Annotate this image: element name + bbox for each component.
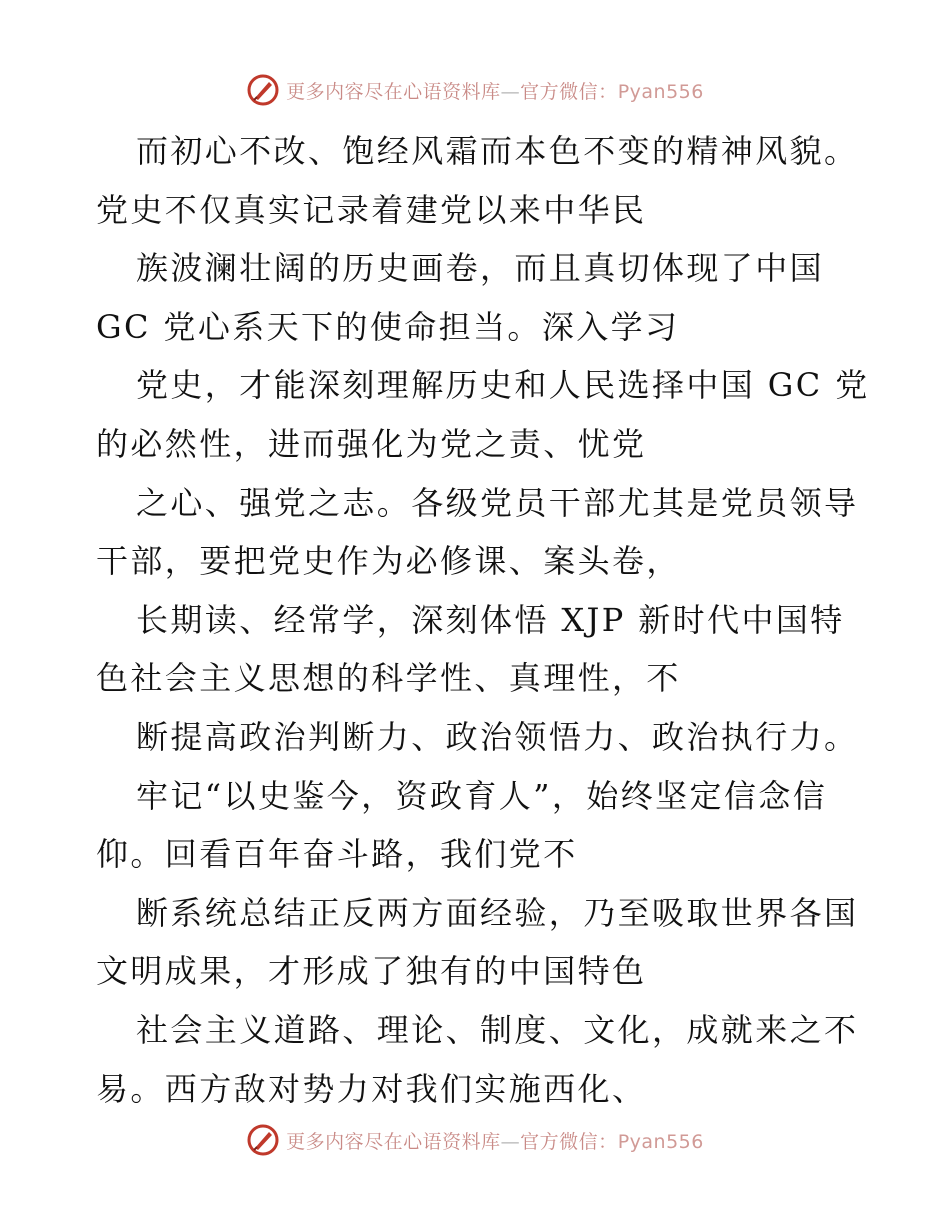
quill-pen-logo-icon bbox=[246, 73, 280, 107]
document-body bbox=[96, 122, 876, 1118]
text-line: 族波澜壮阔的历史画卷，而且真切体现了中国 bbox=[136, 249, 825, 288]
watermark-account: Pyan556 bbox=[617, 1130, 704, 1153]
text-line: 仰。回看百年奋斗路，我们党不 bbox=[96, 835, 578, 874]
text-line: 之心、强党之志。各级党员干部尤其是党员领导 bbox=[136, 483, 859, 522]
watermark-text bbox=[286, 1127, 704, 1154]
text-line: 长期读、经常学，深刻体悟 XJP 新时代中国特 bbox=[136, 600, 845, 639]
text-line: GC 党心系天下的使命担当。深入学习 bbox=[96, 307, 680, 346]
text-line: 社会主义道路、理论、制度、文化，成就来之不 bbox=[136, 1010, 859, 1049]
text-line: 牢记“以史鉴今，资政育人”，始终坚定信念信 bbox=[136, 776, 828, 815]
text-line: 文明成果，才形成了独有的中国特色 bbox=[96, 952, 647, 991]
watermark-separator: — bbox=[500, 1130, 521, 1153]
watermark-wechat-label: 官方微信： bbox=[520, 80, 618, 103]
text-line: 色社会主义思想的科学性、真理性，不 bbox=[96, 659, 681, 698]
text-line: 党史，才能深刻理解历史和人民选择中国 GC 党 bbox=[136, 366, 870, 405]
watermark-site-name: 更多内容尽在心语资料库 bbox=[286, 1130, 501, 1153]
watermark-separator: — bbox=[500, 80, 521, 103]
text-line: 易。西方敌对势力对我们实施西化、 bbox=[96, 1069, 647, 1108]
text-line: 的必然性，进而强化为党之责、忧党 bbox=[96, 424, 647, 463]
watermark-site-name: 更多内容尽在心语资料库 bbox=[286, 80, 501, 103]
text-line: 党史不仅真实记录着建党以来中华民 bbox=[96, 190, 647, 229]
watermark-wechat-label: 官方微信： bbox=[520, 1130, 618, 1153]
header-watermark bbox=[0, 70, 950, 110]
text-line: 断系统总结正反两方面经验，乃至吸取世界各国 bbox=[136, 893, 859, 932]
watermark-text bbox=[286, 77, 704, 104]
quill-pen-logo-icon bbox=[246, 1123, 280, 1157]
footer-watermark bbox=[0, 1120, 950, 1160]
text-line: 断提高政治判断力、政治领悟力、政治执行力。 bbox=[136, 717, 859, 756]
text-line: 而初心不改、饱经风霜而本色不变的精神风貌。 bbox=[136, 132, 859, 170]
text-line: 干部，要把党史作为必修课、案头卷， bbox=[96, 542, 681, 581]
watermark-account: Pyan556 bbox=[617, 80, 704, 103]
